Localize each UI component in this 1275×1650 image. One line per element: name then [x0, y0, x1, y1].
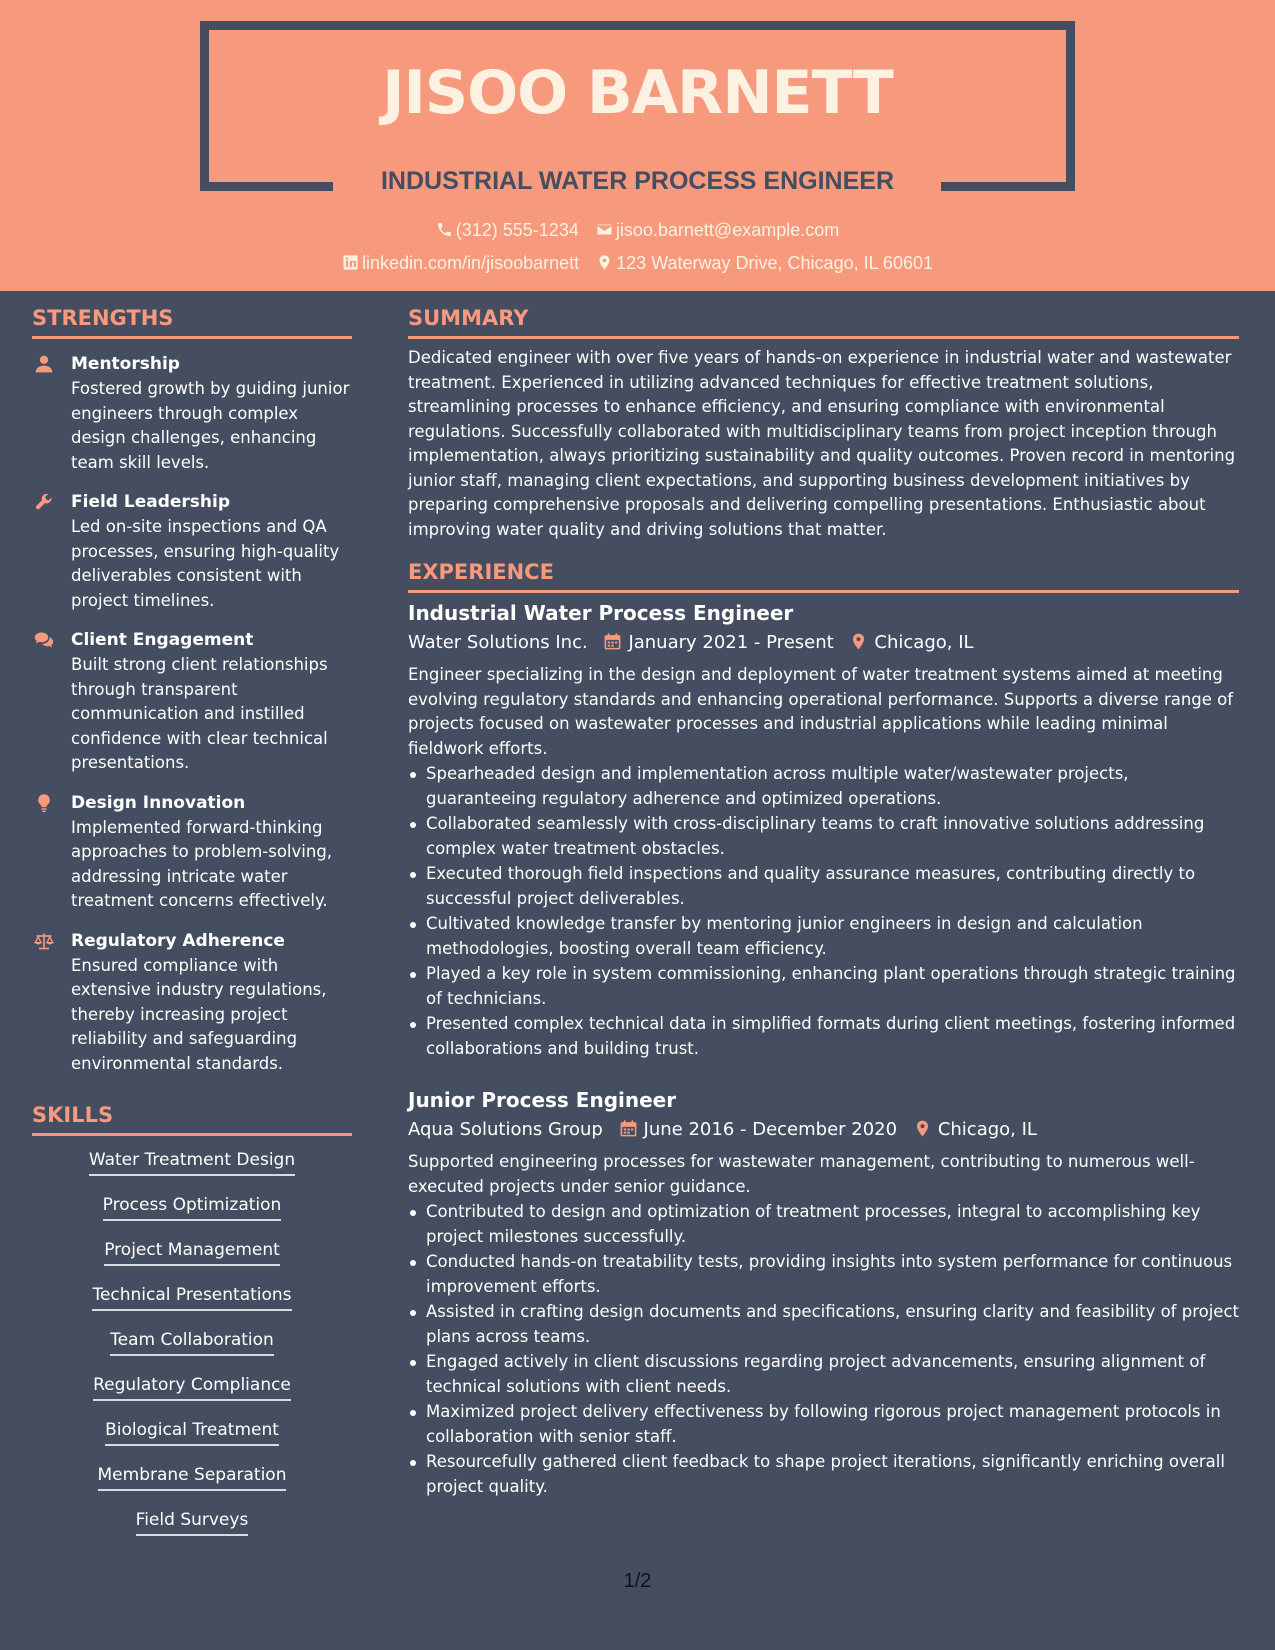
job-company: Water Solutions Inc. [408, 632, 588, 653]
summary-heading: SUMMARY [408, 306, 1239, 339]
job-dates: January 2021 - Present [628, 632, 834, 653]
list-item: Collaborated seamlessly with cross-disciplinary teams to craft innovative solutions addressing complex water treatment obstacles. [408, 812, 1239, 861]
skill-tag: Process Optimization [103, 1193, 282, 1221]
strengths-list [32, 352, 352, 1091]
linkedin-icon [342, 254, 359, 271]
job-dates: June 2016 - December 2020 [643, 1119, 898, 1140]
skills-heading: SKILLS [32, 1103, 352, 1136]
list-item: Resourcefully gathered client feedback to shape project iterations, significantly enriching overall project quality. [408, 1450, 1239, 1499]
strength-item: Design Innovation Implemented forward-thinking approaches to problem-solving, addressing intricate water treatment concerns effectively. [32, 791, 352, 914]
contact-phone[interactable]: (312) 555-1234 [436, 220, 579, 241]
strength-item: Client Engagement Built strong client relationships through transparent communication and instilled confidence with clear technical presentations. [32, 628, 352, 776]
map-marker-icon [849, 632, 868, 651]
list-item: Engaged actively in client discussions regarding project advancements, ensuring alignment of technical solutions with client needs. [408, 1350, 1239, 1399]
list-item: Maximized project delivery effectiveness by following rigorous project management protocols in collaboration with senior staff. [408, 1400, 1239, 1449]
strengths-heading: STRENGTHS [32, 306, 352, 339]
calendar-icon [603, 632, 622, 651]
list-item: Contributed to design and optimization of treatment processes, integral to accomplishing key project milestones successfully. [408, 1200, 1239, 1249]
job-bullets [408, 1200, 1239, 1499]
skill-tag: Field Surveys [136, 1508, 249, 1536]
job-entry [408, 599, 1239, 1061]
calendar-icon [619, 1119, 638, 1138]
user-icon [34, 354, 54, 374]
lightbulb-icon [34, 793, 54, 813]
job-meta [408, 1116, 1239, 1144]
page-number: 1/2 [623, 1570, 652, 1592]
contact-address: 123 Waterway Drive, Chicago, IL 60601 [596, 253, 933, 274]
job-entry [408, 1086, 1239, 1499]
skill-tag: Project Management [104, 1238, 280, 1266]
strength-item: Regulatory Adherence Ensured compliance with extensive industry regulations, thereby increasing project reliability and safeguarding environmental standards. [32, 929, 352, 1077]
strength-item: Mentorship Fostered growth by guiding junior engineers through complex design challenges, enhancing team skill levels. [32, 352, 352, 475]
job-bullets [408, 762, 1239, 1061]
scale-icon [34, 931, 54, 951]
comments-icon [34, 630, 54, 650]
envelope-icon [596, 221, 613, 238]
candidate-name: JISOO BARNETT [382, 58, 893, 128]
candidate-title: INDUSTRIAL WATER PROCESS ENGINEER [380, 167, 894, 195]
contact-linkedin[interactable]: linkedin.com/in/jisoobarnett [342, 253, 579, 274]
job-meta [408, 629, 1239, 657]
list-item: Conducted hands-on treatability tests, providing insights into system performance for continuous improvement efforts. [408, 1250, 1239, 1299]
skill-tag: Membrane Separation [98, 1463, 287, 1491]
experience-heading: EXPERIENCE [408, 560, 1239, 593]
summary-text: Dedicated engineer with over five years of hands-on experience in industrial water and wastewater treatment. Experienced in utilizing advanced techniques for effective treatment solutions, streamlining processes to enhance efficiency, and ensuring compliance with environmental regulations. Successfully collaborated with multidisciplinary teams from project inception through implementation, always prioritizing sustainability and quality outcomes. Proven record in mentoring junior staff, managing client expectations, and supporting business development initiatives by preparing comprehensive proposals and delivering compelling presentations. Enthusiastic about improving water quality and driving solutions that matter. [408, 348, 1236, 539]
job-description: Engineer specializing in the design and deployment of water treatment systems aimed at meeting evolving regulatory standards and enhancing operational performance. Supports a diverse range of projects focused on wastewater processes and industrial applications while leading minimal fieldwork efforts. [408, 665, 1234, 758]
list-item: Assisted in crafting design documents and specifications, ensuring clarity and feasibility of project plans across teams. [408, 1300, 1239, 1349]
wrench-icon [34, 492, 54, 512]
skill-tag: Biological Treatment [105, 1418, 279, 1446]
list-item: Spearheaded design and implementation across multiple water/wastewater projects, guaranteeing regulatory adherence and optimized operations. [408, 762, 1239, 811]
list-item: Presented complex technical data in simplified formats during client meetings, fostering informed collaborations and building trust. [408, 1012, 1239, 1061]
skills-list [32, 1148, 352, 1553]
skill-tag: Team Collaboration [110, 1328, 274, 1356]
job-company: Aqua Solutions Group [408, 1119, 603, 1140]
list-item: Cultivated knowledge transfer by mentoring junior engineers in design and calculation methodologies, boosting overall team efficiency. [408, 912, 1239, 961]
list-item: Played a key role in system commissioning, enhancing plant operations through strategic training of technicians. [408, 962, 1239, 1011]
job-role: Junior Process Engineer [408, 1088, 677, 1112]
job-role: Industrial Water Process Engineer [408, 601, 794, 625]
skill-tag: Water Treatment Design [89, 1148, 295, 1176]
map-marker-icon [913, 1119, 932, 1138]
skill-tag: Regulatory Compliance [93, 1373, 291, 1401]
header-banner [0, 0, 1275, 291]
job-location: Chicago, IL [937, 1119, 1037, 1140]
map-marker-icon [596, 254, 613, 271]
job-description: Supported engineering processes for wastewater management, contributing to numerous well-executed projects under senior guidance. [408, 1152, 1195, 1196]
skill-tag: Technical Presentations [92, 1283, 291, 1311]
strength-item: Field Leadership Led on-site inspections and QA processes, ensuring high-quality deliverables consistent with project timelines. [32, 490, 352, 613]
job-location: Chicago, IL [874, 632, 974, 653]
contact-email[interactable]: jisoo.barnett@example.com [596, 220, 839, 241]
phone-icon [436, 221, 453, 238]
list-item: Executed thorough field inspections and quality assurance measures, contributing directly to successful project deliverables. [408, 862, 1239, 911]
